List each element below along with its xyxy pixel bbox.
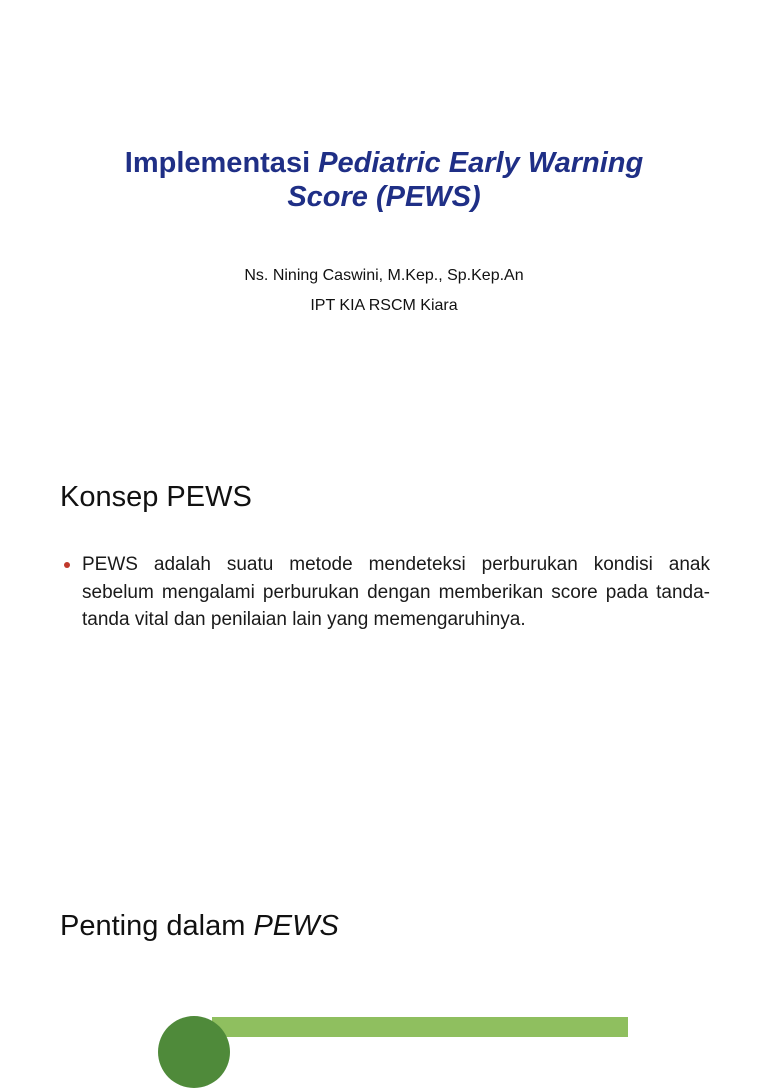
bullet-text: PEWS adalah suatu metode mendeteksi perburukan kondisi anak sebelum mengalami perburukan dengan memberikan score pada tanda-tanda vital dan penilaian lain yang memengaruhinya. — [82, 554, 710, 630]
penting-heading-italic: PEWS — [253, 910, 339, 942]
presentation-title — [0, 146, 768, 214]
title-slide — [0, 0, 768, 430]
list-item — [64, 551, 710, 634]
konsep-heading: Konsep PEWS — [60, 481, 252, 513]
green-circle-shape — [158, 1016, 230, 1088]
author-affiliation: IPT KIA RSCM Kiara — [310, 297, 458, 314]
title-italic-line2: Score (PEWS) — [287, 181, 481, 213]
penting-heading-plain: Penting dalam — [60, 910, 254, 942]
green-banner-bar — [212, 1017, 628, 1037]
title-prefix: Implementasi — [124, 147, 319, 179]
title-italic-line1: Pediatric Early Warning — [318, 147, 644, 179]
penting-heading — [60, 909, 339, 943]
author-name: Ns. Nining Caswini, M.Kep., Sp.Kep.An — [244, 267, 524, 284]
konsep-bullet-list — [64, 551, 710, 634]
bullet-dot-icon — [64, 562, 70, 568]
